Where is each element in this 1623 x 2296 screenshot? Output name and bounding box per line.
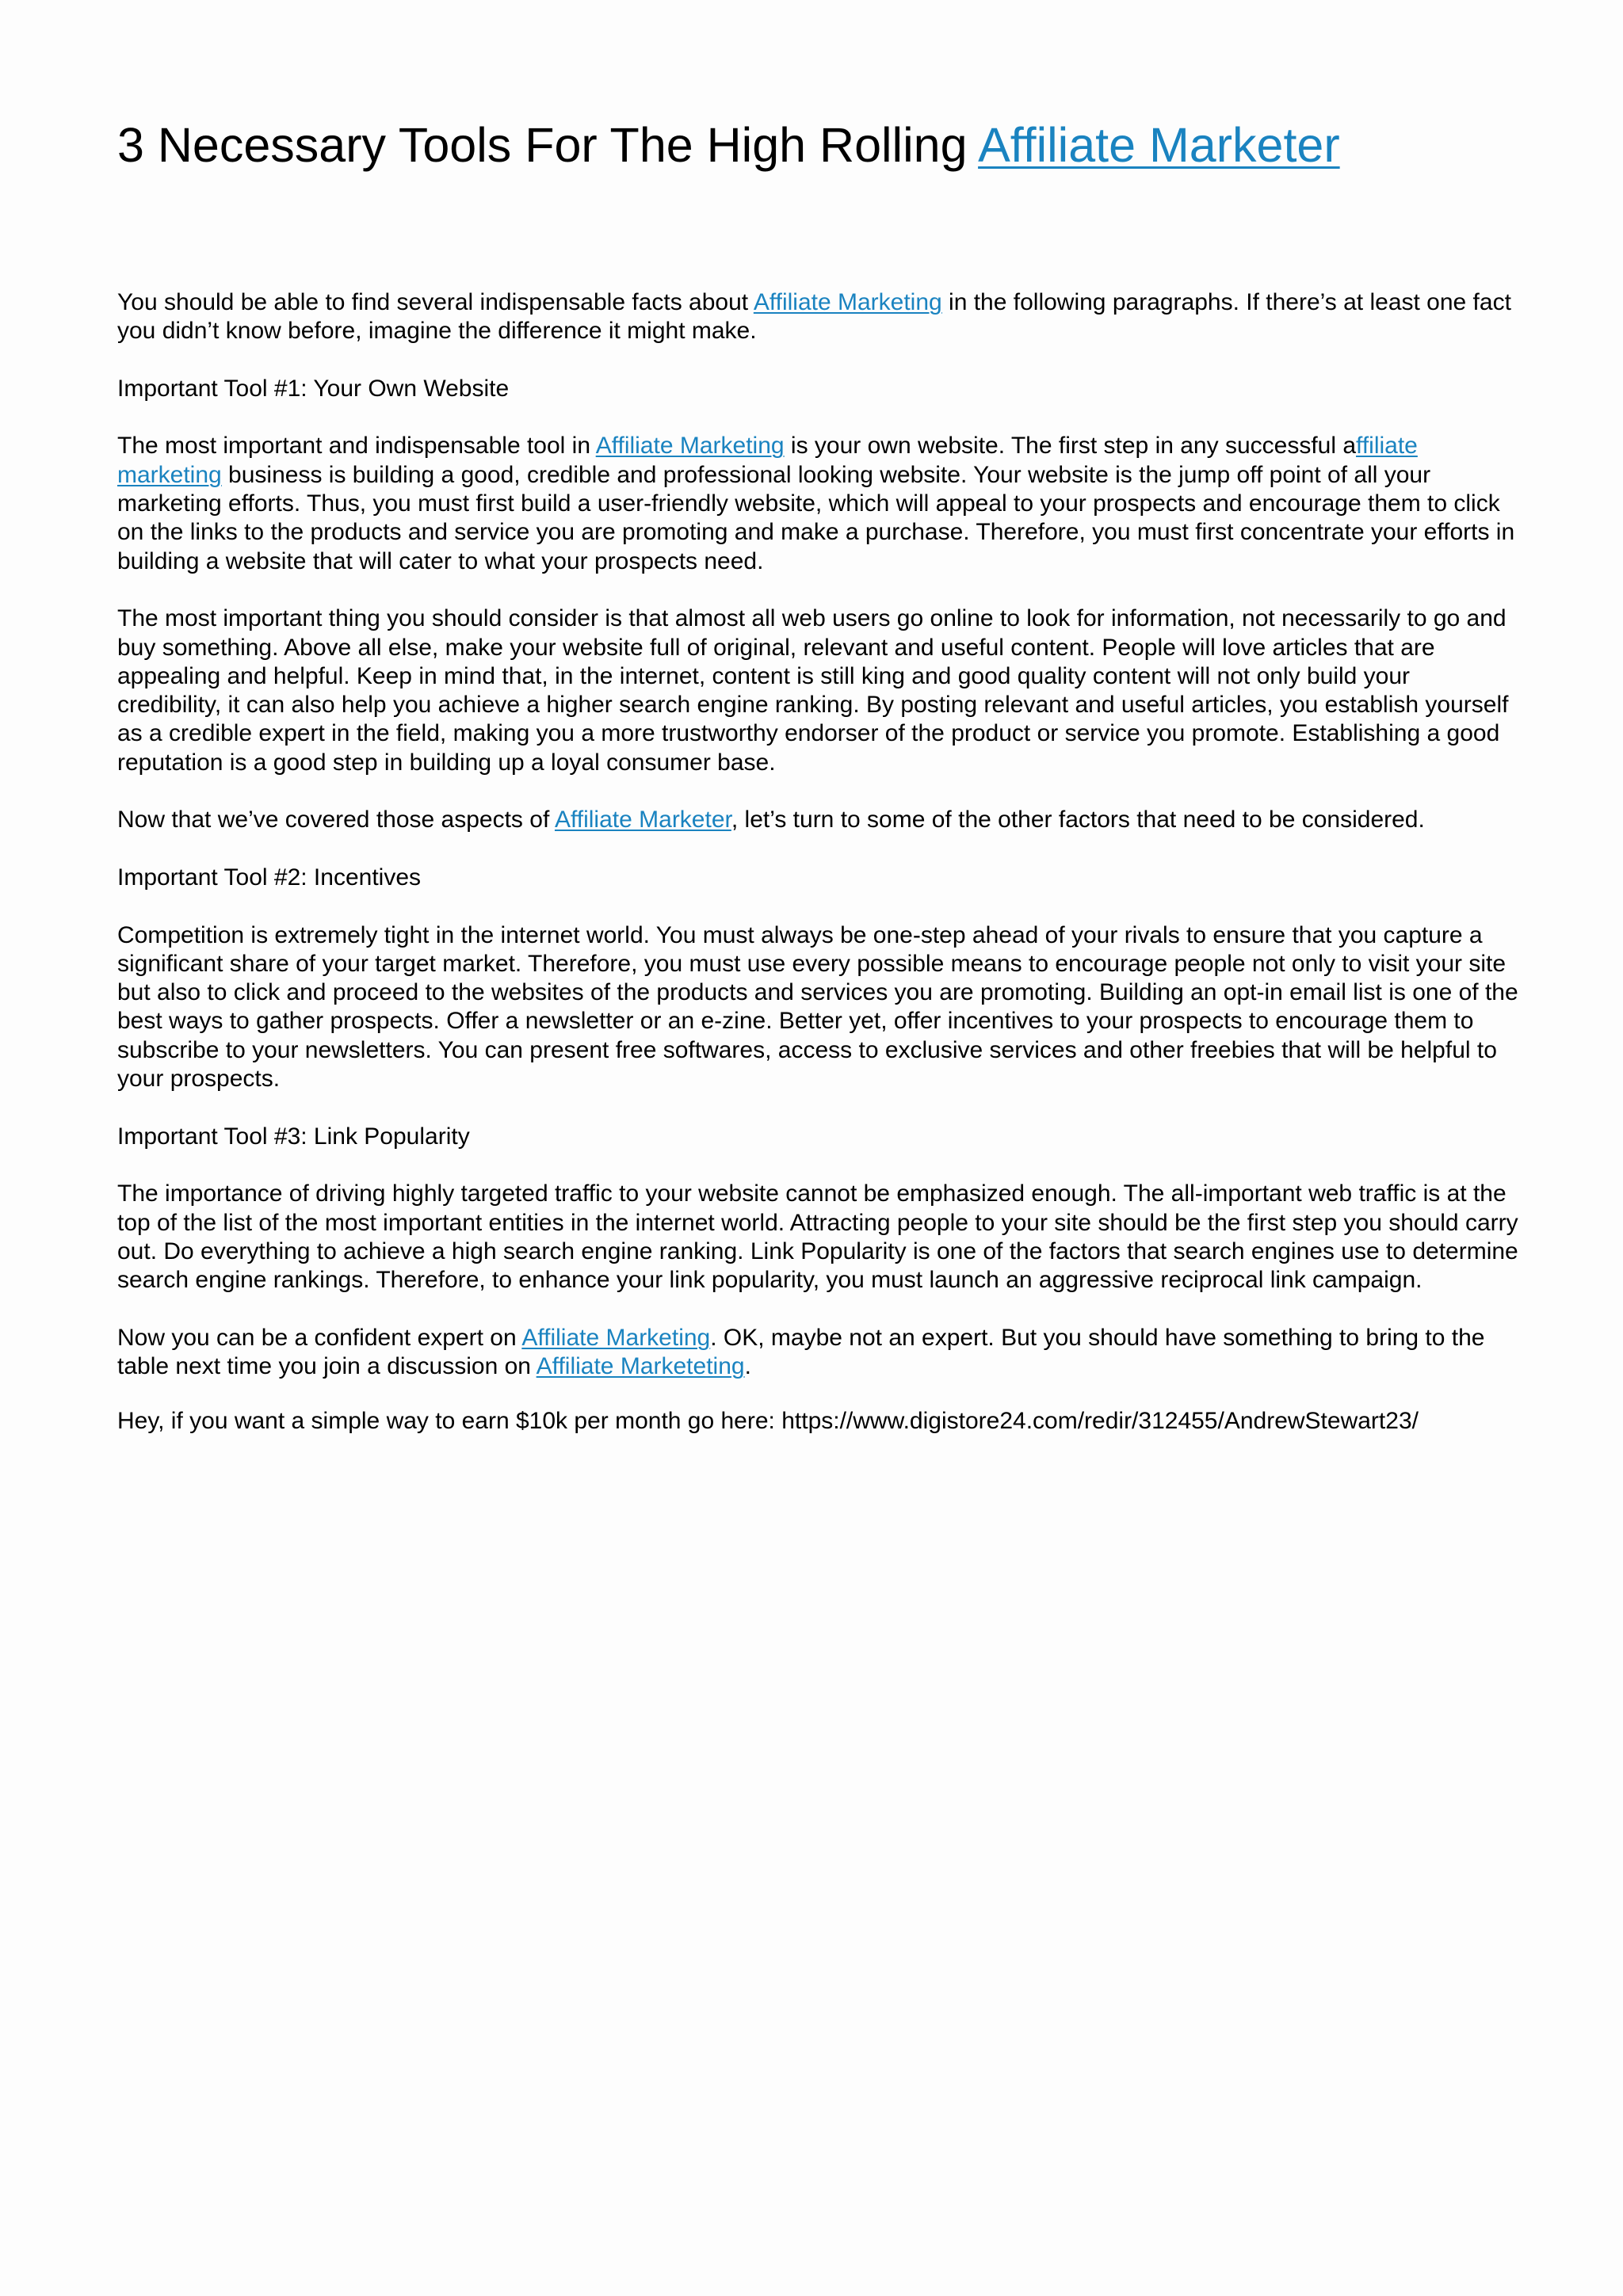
- title-affiliate-marketer-link[interactable]: Affiliate Marketer: [978, 118, 1340, 172]
- affiliate-marketing-link[interactable]: Affiliate Marketing: [595, 433, 785, 460]
- website-text-2: is your own website. The first step in any successful a: [784, 433, 1357, 460]
- intro-text-2: in the following paragraphs. If there’s at least one fact you didn’t know before, imagine the difference it might make.: [117, 289, 1511, 345]
- transition-text-2: , let’s turn to some of the other factors that need to be considered.: [731, 807, 1425, 833]
- link-popularity-paragraph: The importance of driving highly targeted traffic to your website cannot be emphasized enough. The all-important web traffic is at the top of the list of the most important entities in the internet world. Attracting people to your site should be the first step you should carry out. Do everything to achieve a high search engine ranking. Link Popularity is one of the factors that search engines use to determine search engine rankings. Therefore, to enhance your link popularity, you must launch an aggressive reciprocal link campaign.: [117, 1180, 1518, 1294]
- affiliate-marketing-link[interactable]: ffiliate marketing: [117, 433, 1418, 488]
- transition-paragraph: [117, 806, 1520, 834]
- conclusion-text-3: .: [744, 1352, 751, 1379]
- intro-text-1: You should be able to find several indispensable facts about: [117, 289, 754, 315]
- website-paragraph: [117, 432, 1520, 575]
- document-title: [117, 109, 1340, 181]
- conclusion-text-2: . OK, maybe not an expert. But you should have something to bring to the table next time you join a discussion on: [117, 1324, 1485, 1379]
- affiliate-marketeting-link[interactable]: Affiliate Marketeting: [536, 1352, 745, 1379]
- section-heading-tool-3: Important Tool #3: Link Popularity: [117, 1123, 470, 1150]
- conclusion-paragraph: [117, 1324, 1520, 1382]
- section-heading-tool-1: Important Tool #1: Your Own Website: [117, 375, 510, 402]
- document-body: [117, 288, 1520, 1464]
- website-text-1: The most important and indispensable tool in: [117, 433, 596, 460]
- conclusion-text-1: Now you can be a confident expert on: [117, 1324, 522, 1351]
- section-heading-tool-2: Important Tool #2: Incentives: [117, 864, 421, 891]
- affiliate-marketer-link[interactable]: Affiliate Marketer: [554, 807, 731, 833]
- website-text-3: business is building a good, credible and professional looking website. Your website is the jump off point of all your marketing efforts. Thus, you must first build a user-friendly website, which will appeal to your prospects and encourage them to click on the links to the products and service you are promoting and make a purchase. Therefore, you must first concentrate your efforts in building a website that will cater to what your prospects need.: [117, 461, 1515, 574]
- promo-paragraph: Hey, if you want a simple way to earn $10k per month go here: https://www.digistore24.com/redir/312455/AndrewStewart23/: [117, 1407, 1419, 1434]
- affiliate-marketing-link[interactable]: Affiliate Marketing: [521, 1324, 711, 1351]
- transition-text-1: Now that we’ve covered those aspects of: [117, 807, 555, 833]
- title-text: 3 Necessary Tools For The High Rolling: [117, 118, 979, 172]
- content-paragraph: The most important thing you should consider is that almost all web users go online to look for information, not necessarily to go and buy something. Above all else, make your website full of original, relevant and useful content. People will love articles that are appealing and helpful. Keep in mind that, in the internet, content is still king and good quality content will not only build your credibility, it can also help you achieve a higher search engine ranking. By posting relevant and useful articles, you establish yourself as a credible expert in the field, making you a more trustworthy endorser of the product or service you promote. Establishing a good reputation is a good step in building up a loyal consumer base.: [117, 605, 1509, 776]
- incentives-paragraph: Competition is extremely tight in the internet world. You must always be one-step ahead of your rivals to ensure that you capture a significant share of your target market. Therefore, you must use every possible means to encourage people not only to visit your site but also to click and proceed to the websites of the products and services you are promoting. Building an opt-in email list is one of the best ways to gather prospects. Offer a newsletter or an e-zine. Better yet, offer incentives to your prospects to encourage them to subscribe to your newsletters. You can present free softwares, access to exclusive services and other freebies that will be helpful to your prospects.: [117, 921, 1518, 1093]
- affiliate-marketing-link[interactable]: Affiliate Marketing: [753, 289, 942, 315]
- intro-paragraph: [117, 288, 1520, 346]
